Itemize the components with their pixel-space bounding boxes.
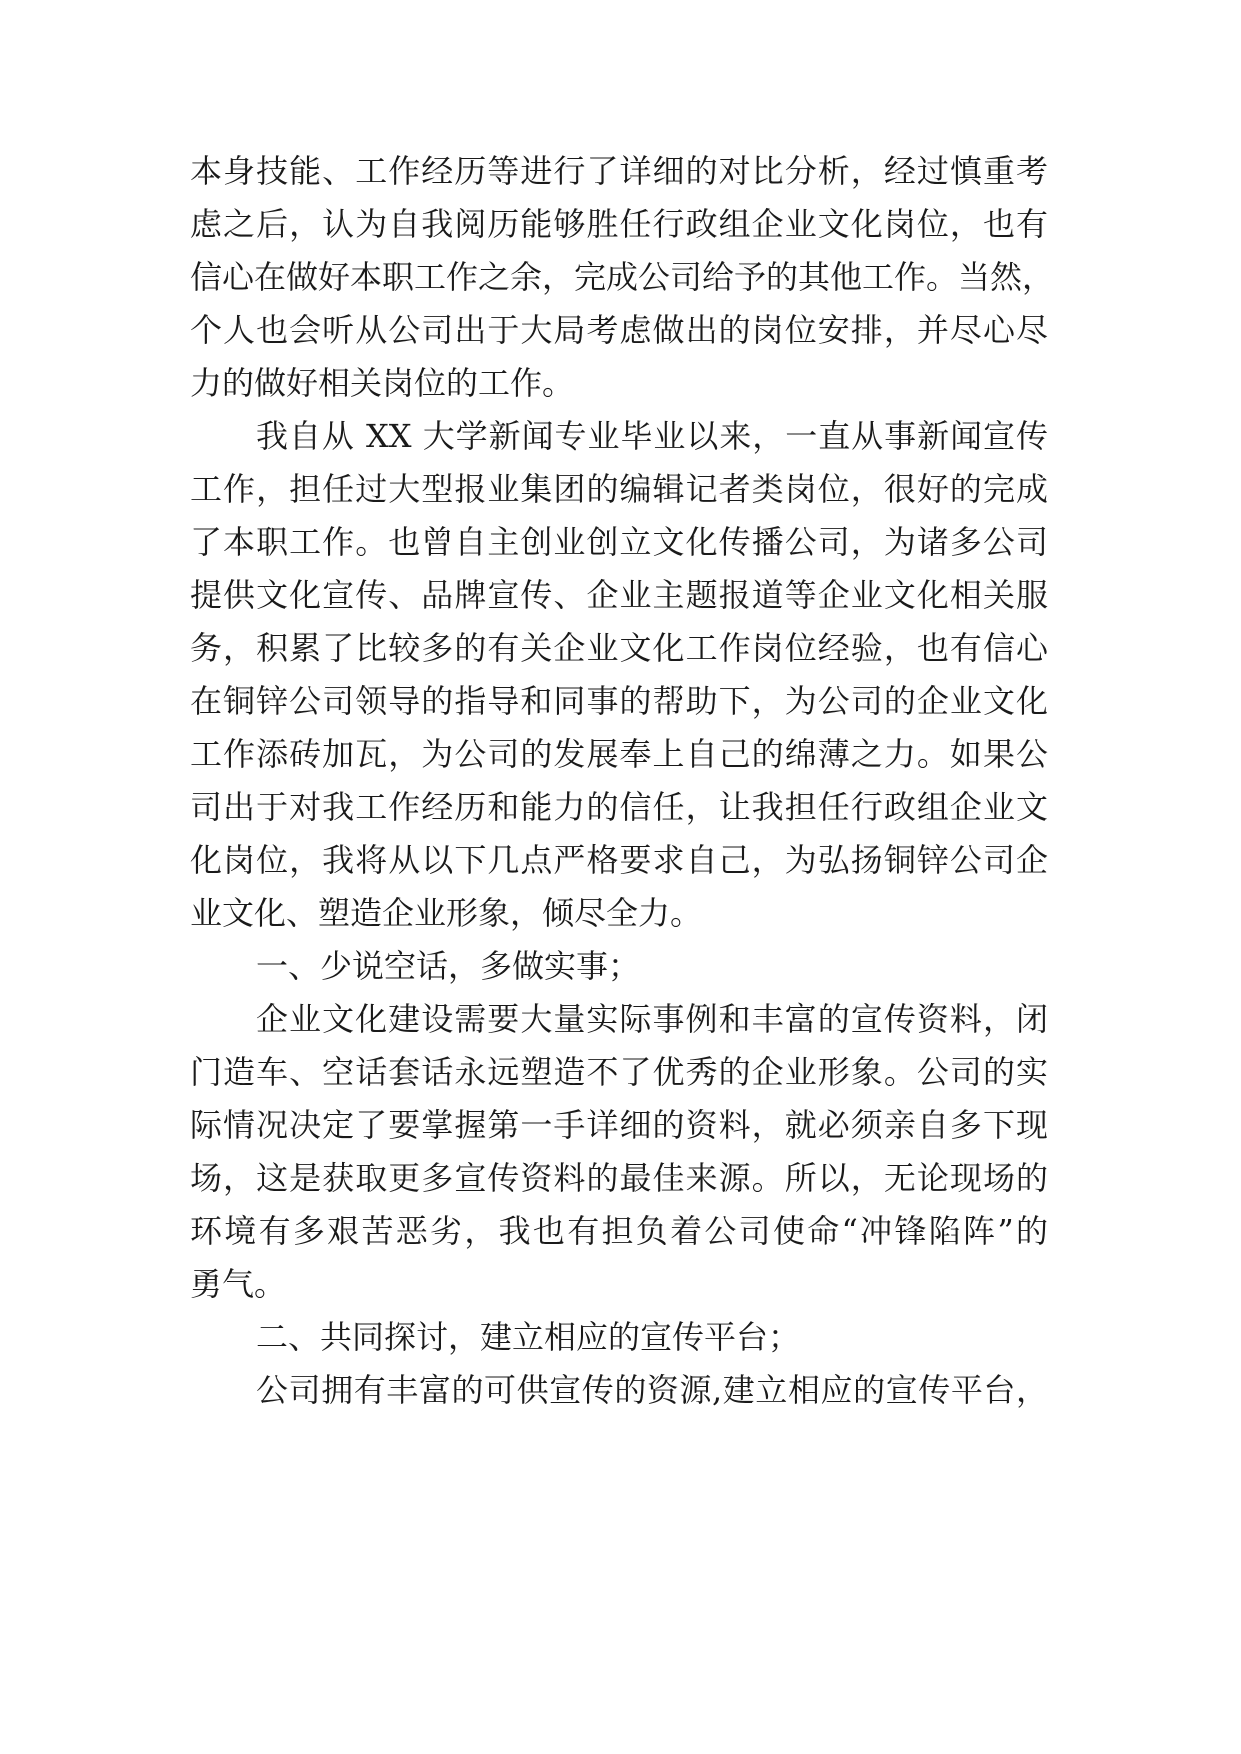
text-line: 个人也会听从公司出于大局考虑做出的岗位安排，并尽心尽 — [190, 311, 1048, 349]
text-line: 信心在做好本职工作之余，完成公司给予的其他工作。当然， — [190, 258, 1055, 296]
text-line: 提供文化宣传、品牌宣传、企业主题报道等企业文化相关服 — [190, 576, 1048, 614]
text-line: 力的做好相关岗位的工作。 — [190, 364, 575, 402]
text-line: 工作，担任过大型报业集团的编辑记者类岗位，很好的完成 — [190, 470, 1048, 508]
text-line: 务，积累了比较多的有关企业文化工作岗位经验，也有信心 — [190, 629, 1048, 667]
text-line: 环境有多艰苦恶劣，我也有担负着公司使命“冲锋陷阵”的 — [190, 1212, 1048, 1250]
text-line: 化岗位，我将从以下几点严格要求自己，为弘扬铜锌公司企 — [190, 841, 1048, 879]
text-line: 勇气。 — [190, 1265, 287, 1303]
text-line: 虑之后，认为自我阅历能够胜任行政组企业文化岗位，也有 — [190, 205, 1048, 243]
section-heading: 一、少说空话，多做实事； — [256, 947, 641, 985]
text-line: 业文化、塑造企业形象，倾尽全力。 — [190, 894, 703, 932]
text-line: 场，这是获取更多宣传资料的最佳来源。所以，无论现场的 — [190, 1159, 1048, 1197]
text-line: 了本职工作。也曾自主创业创立文化传播公司，为诸多公司 — [190, 523, 1048, 561]
text-line: 工作添砖加瓦，为公司的发展奉上自己的绵薄之力。如果公 — [190, 735, 1048, 773]
text-line: 司出于对我工作经历和能力的信任，让我担任行政组企业文 — [190, 788, 1048, 826]
paragraph-first-line: 公司拥有丰富的可供宣传的资源,建立相应的宣传平台， — [256, 1371, 1048, 1409]
text-line: 本身技能、工作经历等进行了详细的对比分析，经过慎重考 — [190, 152, 1048, 190]
text-line: 门造车、空话套话永远塑造不了优秀的企业形象。公司的实 — [190, 1053, 1048, 1091]
paragraph-first-line: 我自从 XX 大学新闻专业毕业以来，一直从事新闻宣传 — [256, 417, 1048, 455]
text-line: 际情况决定了要掌握第一手详细的资料，就必须亲自多下现 — [190, 1106, 1048, 1144]
text-line: 在铜锌公司领导的指导和同事的帮助下，为公司的企业文化 — [190, 682, 1048, 720]
paragraph-first-line: 企业文化建设需要大量实际事例和丰富的宣传资料，闭 — [256, 1000, 1048, 1038]
section-heading: 二、共同探讨，建立相应的宣传平台； — [256, 1318, 801, 1356]
